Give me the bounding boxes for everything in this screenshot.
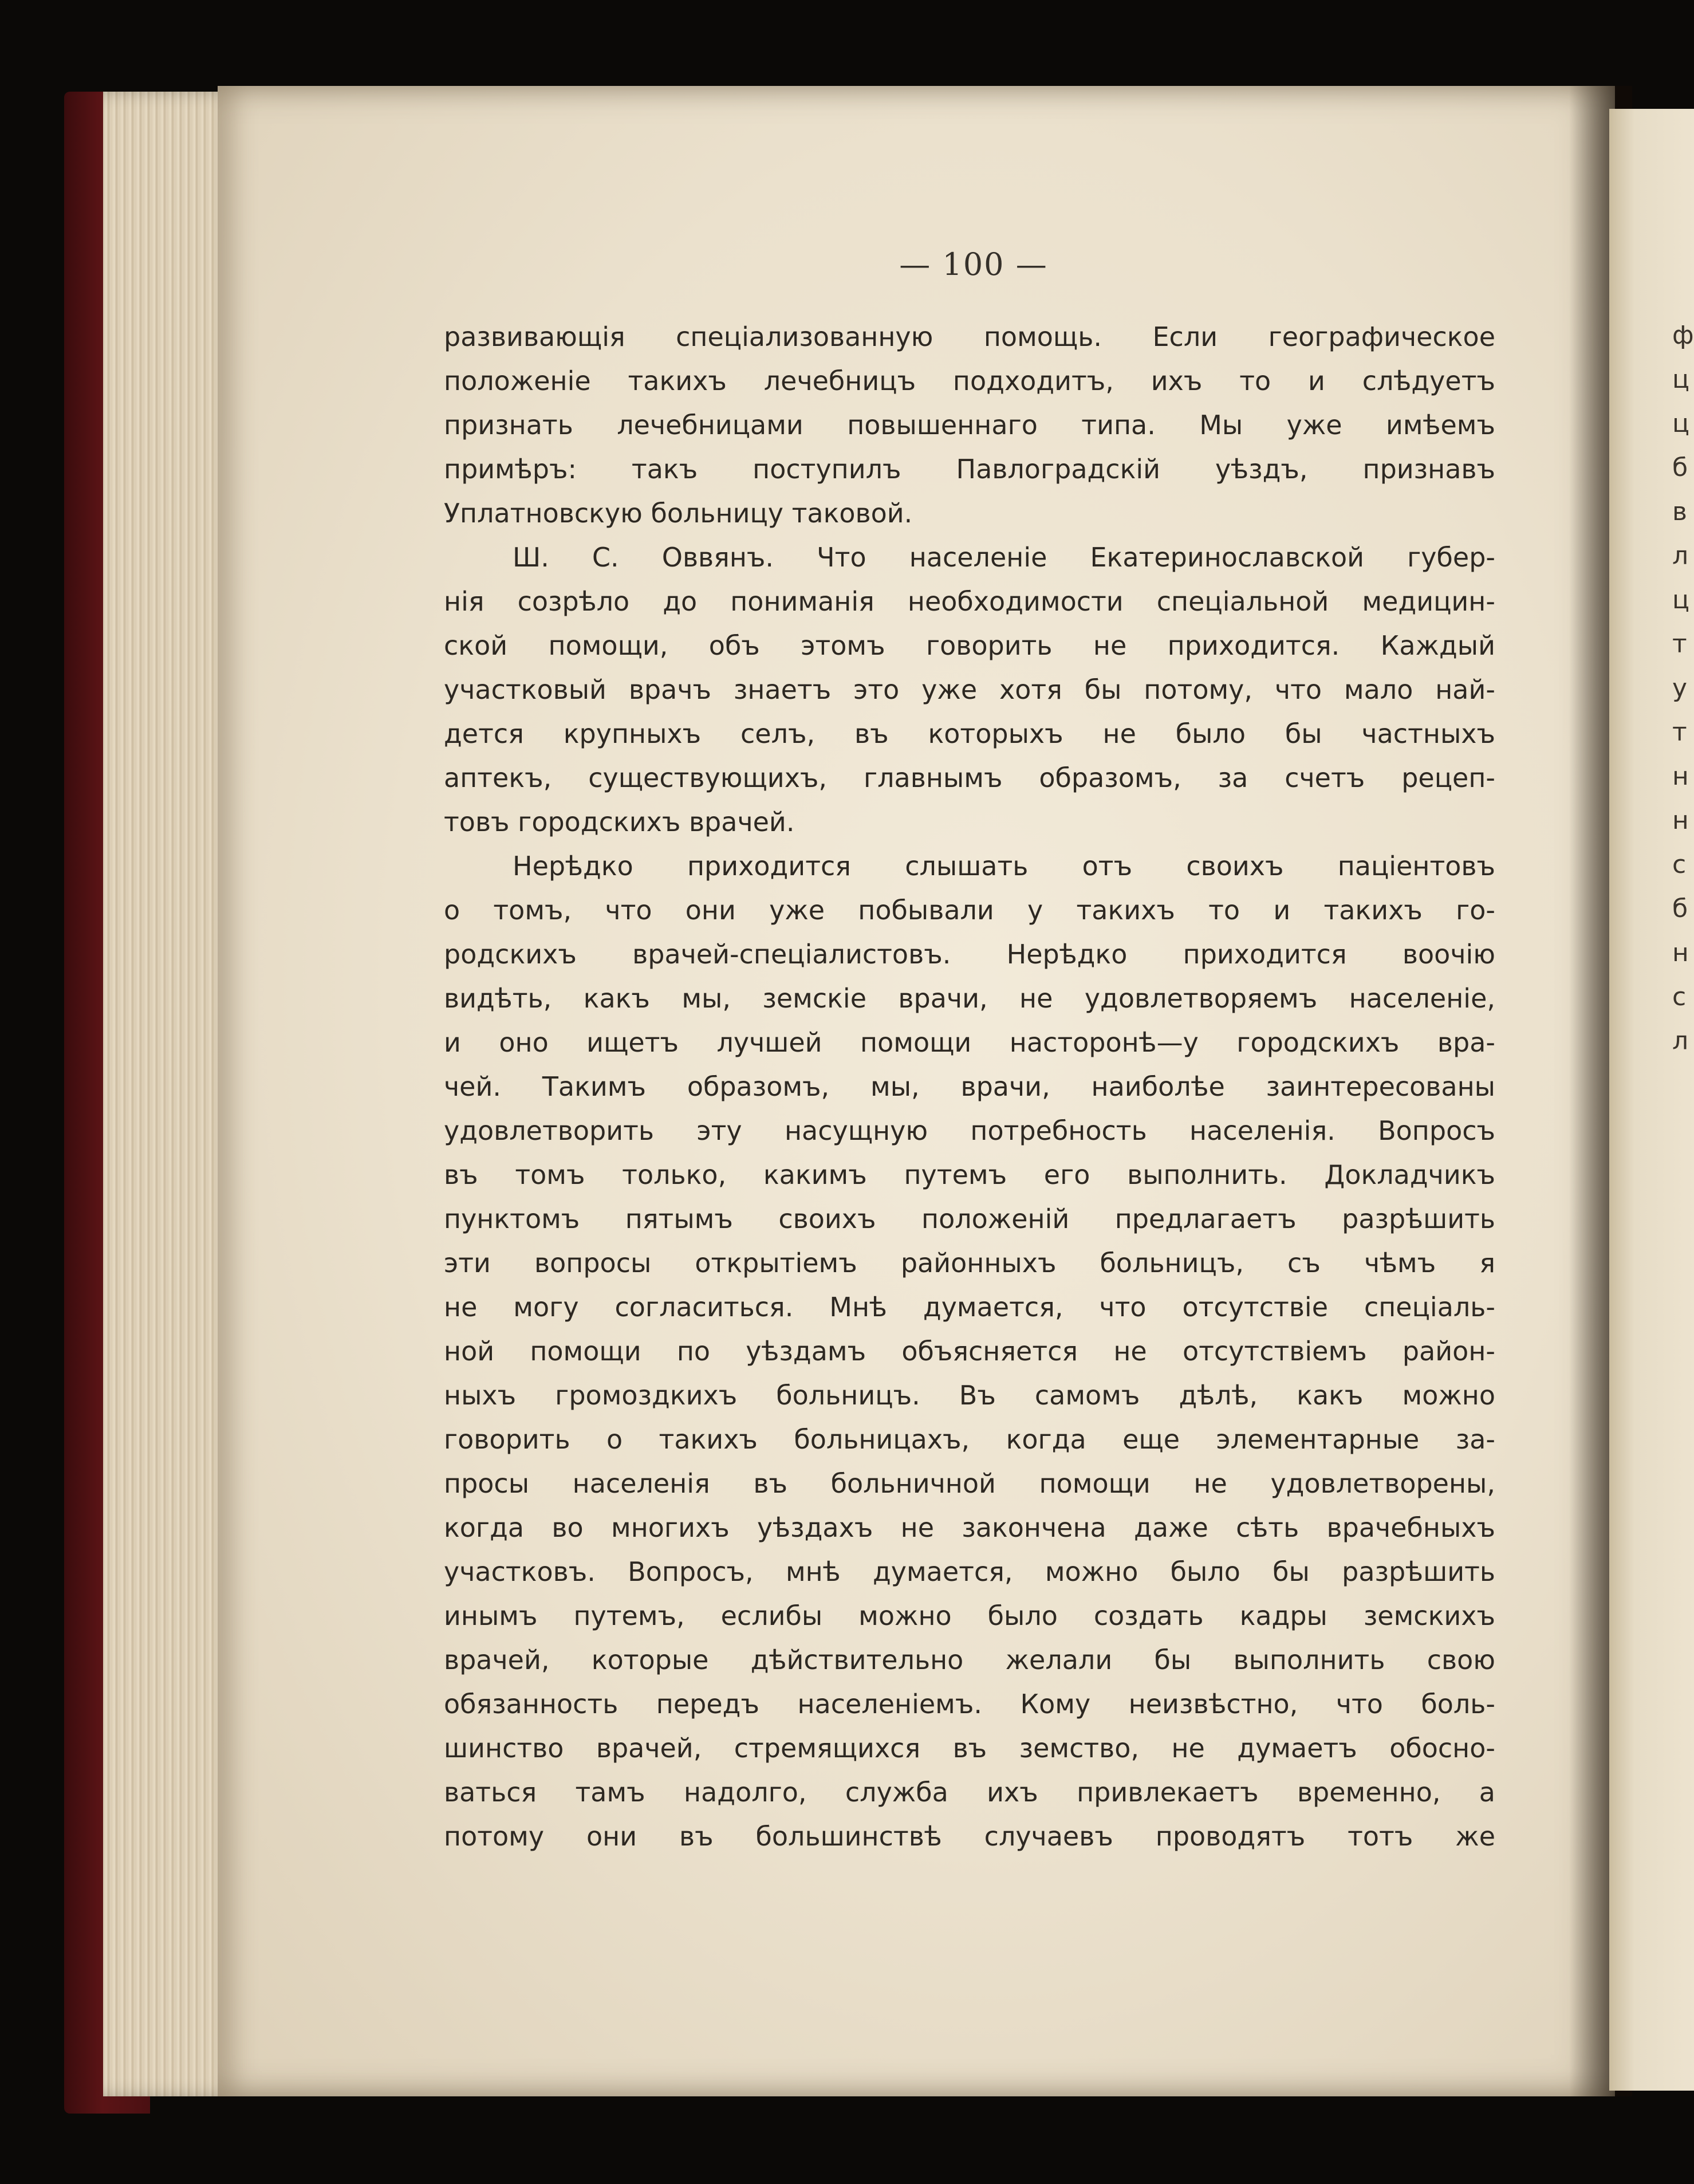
facing-page-letter: с (1672, 982, 1687, 1012)
text-line: ской помощи, объ этомъ говорить не приходится. Каждый (444, 630, 1495, 661)
facing-page-letter: т (1672, 718, 1687, 747)
facing-page-letter: л (1672, 541, 1689, 570)
facing-page-letter: ц (1672, 585, 1689, 615)
text-line: ваться тамъ надолго, служба ихъ привлекаетъ временно, а (444, 1777, 1495, 1808)
text-line: Нерѣдко приходится слышать отъ своихъ паціентовъ (513, 851, 1495, 882)
text-line: удовлетворить эту насущную потребность населенія. Вопросъ (444, 1115, 1495, 1146)
facing-page-letter: н (1672, 762, 1689, 791)
text-line: товъ городскихъ врачей. (444, 806, 795, 837)
text-line: просы населенія въ больничной помощи не удовлетворены, (444, 1468, 1495, 1499)
text-line: врачей, которые дѣйствительно желали бы выполнить свою (444, 1644, 1495, 1675)
text-line: Уплатновскую больницу таковой. (444, 498, 913, 529)
text-line: эти вопросы открытіемъ районныхъ больницъ, съ чѣмъ я (444, 1248, 1495, 1278)
facing-page-letter: ц (1672, 365, 1689, 394)
text-line: инымъ путемъ, еслибы можно было создать кадры земскихъ (444, 1600, 1495, 1631)
text-line: дется крупныхъ селъ, въ которыхъ не было бы частныхъ (444, 718, 1495, 749)
page-number: — 100 — (899, 246, 1048, 282)
text-line: Ш. С. Оввянъ. Что населеніе Екатеринославской губер- (513, 542, 1495, 573)
text-line: шинство врачей, стремящихся въ земство, не думаетъ обосно- (444, 1733, 1495, 1764)
facing-page-letter: н (1672, 806, 1689, 835)
text-line: положеніе такихъ лечебницъ подходитъ, ихъ то и слѣдуетъ (444, 365, 1495, 396)
text-line: и оно ищетъ лучшей помощи насторонѣ—у городскихъ вра- (444, 1027, 1495, 1058)
page-body-text (444, 315, 1495, 1859)
facing-page-letter: б (1672, 894, 1688, 923)
text-line: о томъ, что они уже побывали у такихъ то и такихъ го- (444, 895, 1495, 926)
text-line: развивающія спеціализованную помощь. Если географическое (444, 321, 1495, 352)
text-line: обязанность передъ населеніемъ. Кому неизвѣстно, что боль- (444, 1689, 1495, 1719)
text-line: потому они въ большинствѣ случаевъ проводятъ тотъ же (444, 1821, 1495, 1852)
text-line: видѣть, какъ мы, земскіе врачи, не удовлетворяемъ населеніе, (444, 983, 1495, 1014)
facing-page-letter: у (1672, 674, 1688, 703)
facing-page-fragment (1609, 109, 1694, 2091)
text-line: аптекъ, существующихъ, главнымъ образомъ, за счетъ рецеп- (444, 762, 1495, 793)
facing-page-letter: в (1672, 497, 1687, 526)
text-line: нія созрѣло до пониманія необходимости спеціальной медицин- (444, 586, 1495, 617)
facing-page-letter: б (1672, 453, 1688, 482)
text-line: ной помощи по уѣздамъ объясняется не отсутствіемъ район- (444, 1336, 1495, 1367)
text-line: когда во многихъ уѣздахъ не закончена даже сѣть врачебныхъ (444, 1512, 1495, 1543)
text-line: участковъ. Вопросъ, мнѣ думается, можно было бы разрѣшить (444, 1556, 1495, 1587)
text-line: говорить о такихъ больницахъ, когда еще элементарные за- (444, 1424, 1495, 1455)
facing-page-letter: л (1672, 1026, 1689, 1056)
text-line: въ томъ только, какимъ путемъ его выполнить. Докладчикъ (444, 1159, 1495, 1190)
facing-page-letter: с (1672, 850, 1687, 879)
facing-page-letter: ц (1672, 409, 1689, 438)
text-line: участковый врачъ знаетъ это уже хотя бы потому, что мало най- (444, 674, 1495, 705)
text-line: ныхъ громоздкихъ больницъ. Въ самомъ дѣлѣ, какъ можно (444, 1380, 1495, 1411)
text-line: пунктомъ пятымъ своихъ положеній предлагаетъ разрѣшить (444, 1203, 1495, 1234)
text-line: не могу согласиться. Мнѣ думается, что отсутствіе спеціаль- (444, 1292, 1495, 1323)
text-line: признать лечебницами повышеннаго типа. Мы уже имѣемъ (444, 410, 1495, 440)
facing-page-letter: н (1672, 938, 1689, 967)
text-line: родскихъ врачей-спеціалистовъ. Нерѣдко приходится воочію (444, 939, 1495, 970)
facing-page-letter: т (1672, 629, 1687, 659)
text-line: чей. Такимъ образомъ, мы, врачи, наиболѣе заинтересованы (444, 1071, 1495, 1102)
facing-page-letter: ф (1672, 321, 1694, 350)
text-line: примѣръ: такъ поступилъ Павлоградскій уѣздъ, признавъ (444, 454, 1495, 485)
